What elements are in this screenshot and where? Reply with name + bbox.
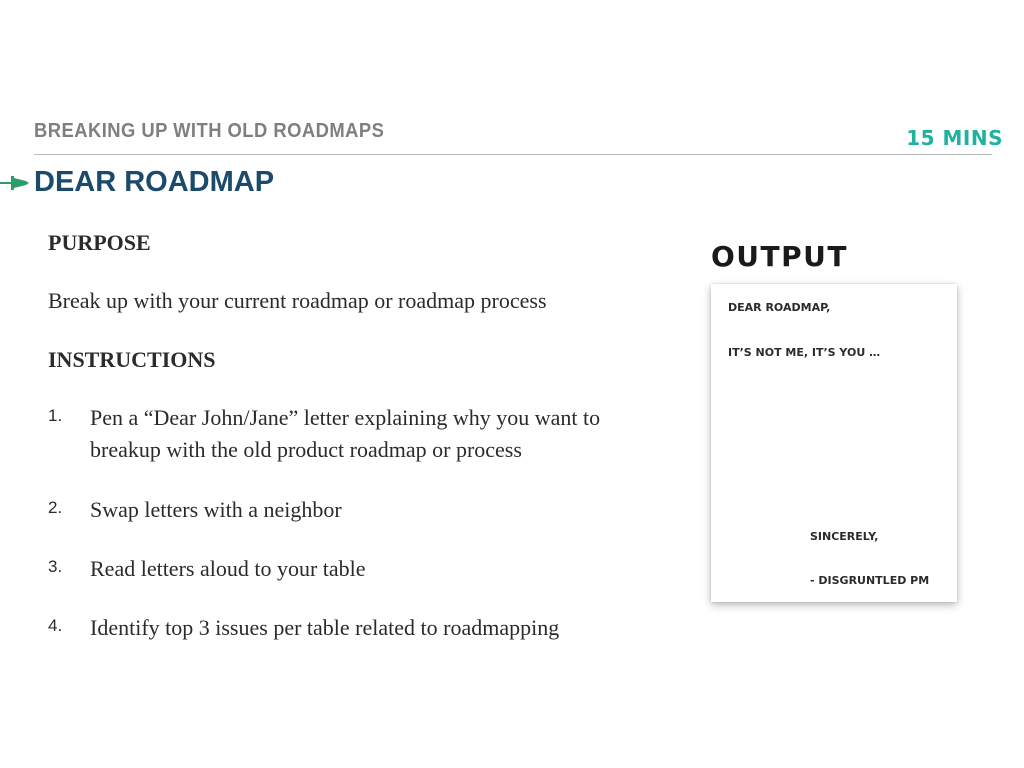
slide-kicker: BREAKING UP WITH OLD ROADMAPS	[34, 120, 385, 142]
letter-salutation: DEAR ROADMAP,	[728, 301, 831, 314]
step-text: Identify top 3 issues per table related to roadmapping	[90, 615, 560, 640]
instructions-heading: INSTRUCTIONS	[48, 347, 216, 372]
step-text: Swap letters with a neighbor	[90, 497, 342, 522]
letter-card	[711, 284, 957, 602]
letter-closing: SINCERELY,	[810, 530, 879, 543]
step-text: Pen a “Dear John/Jane” letter explaining why you want to breakup with the old product roadmap or process	[90, 405, 601, 462]
letter-opening: IT’S NOT ME, IT’S YOU …	[728, 346, 881, 359]
step-text: Read letters aloud to your table	[90, 556, 366, 581]
letter-signature: - DISGRUNTLED PM	[810, 574, 930, 587]
pushpin-icon	[0, 174, 30, 192]
step-number: 1.	[48, 406, 63, 425]
slide-title: DEAR ROADMAP	[34, 166, 275, 198]
duration-label: 15 MINS	[906, 126, 1003, 150]
step-number: 2.	[48, 498, 63, 517]
header-divider	[34, 154, 992, 155]
purpose-heading: PURPOSE	[48, 230, 151, 255]
purpose-text: Break up with your current roadmap or roadmap process	[48, 288, 547, 313]
output-heading: OUTPUT	[711, 240, 848, 273]
step-number: 4.	[48, 616, 63, 635]
step-number: 3.	[48, 557, 63, 576]
